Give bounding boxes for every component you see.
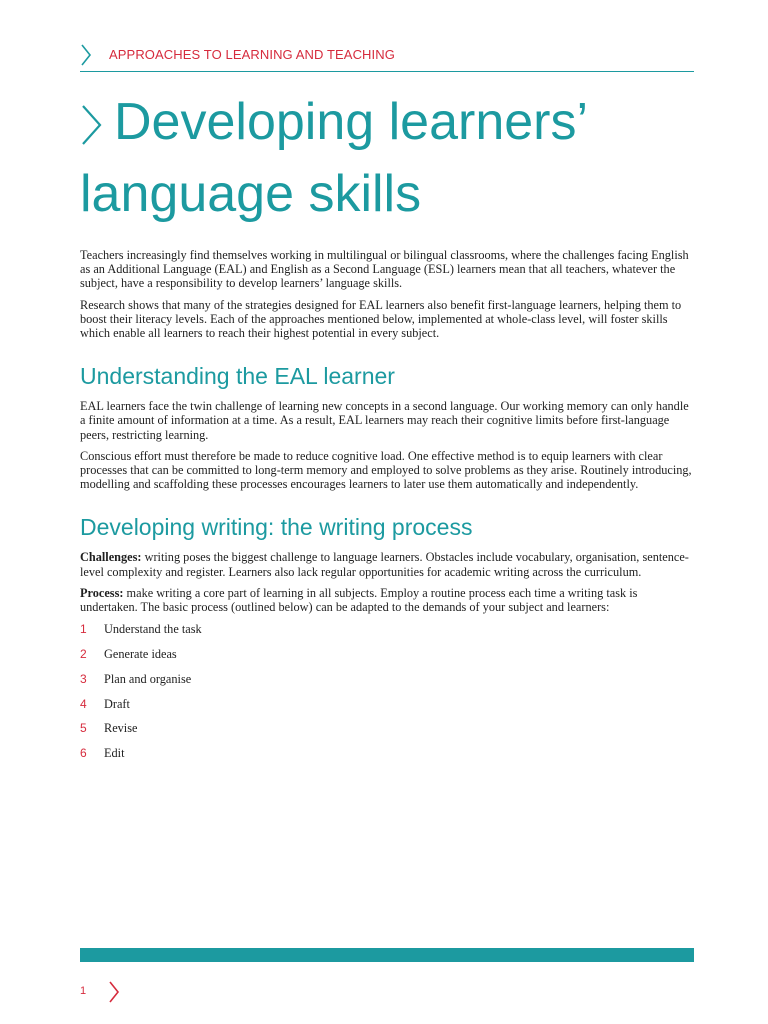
step-number: 5 <box>80 721 87 736</box>
process-text: make writing a core part of learning in all subjects. Employ a routine process each time a writing task is undertaken. The basic process (outlined below) can be adapted to the demands of your subject and learners: <box>80 585 638 615</box>
header-divider <box>80 71 694 72</box>
section-label: APPROACHES TO LEARNING AND TEACHING <box>109 47 395 62</box>
eal-paragraph-1: EAL learners face the twin challenge of learning new concepts in a second language. Our working memory can only handle a finite amount of information at a time. As a result, EAL learners may reach their cognitive limits before first-language peers, restricting learning. <box>80 399 689 442</box>
page-title: Developing learners’ language skills <box>80 93 587 223</box>
list-item <box>80 721 694 746</box>
challenges-text: writing poses the biggest challenge to language learners. Obstacles include vocabulary, organisation, sentence-level complexity and register. Learners also lack regular opportunities for academic writing across the curriculum. <box>80 550 689 579</box>
chevron-right-icon <box>108 981 120 1003</box>
footer-bar <box>80 948 694 962</box>
section-heading-eal-learner: Understanding the EAL learner <box>80 363 395 390</box>
step-number: 6 <box>80 746 87 761</box>
step-number: 4 <box>80 696 87 711</box>
process-paragraph <box>80 586 694 614</box>
process-label: Process: <box>80 585 124 600</box>
writing-steps-list <box>80 622 694 771</box>
chevron-right-icon <box>80 44 92 66</box>
intro-paragraph-1: Teachers increasingly find themselves working in multilingual or bilingual classrooms, where the challenges facing English as an Additional Language (EAL) and English as a Second Language (ESL) learners mean that all teachers, whatever the subject, have a responsibility to develop learners’ language skills. <box>80 248 689 291</box>
list-item <box>80 746 694 771</box>
eal-paragraph-2: Conscious effort must therefore be made to reduce cognitive load. One effective method is to equip learners with clear processes that can be committed to long-term memory and employed to solve problems as they arise. Routinely introducing, modelling and scaffolding these processes encourages learners to later use them automatically and independently. <box>80 448 692 492</box>
list-item <box>80 672 694 697</box>
main-content <box>80 248 694 771</box>
challenges-paragraph <box>80 550 694 578</box>
step-text: Edit <box>104 746 125 761</box>
step-text: Draft <box>104 696 130 711</box>
page-number: 1 <box>80 985 87 997</box>
step-text: Revise <box>104 721 138 736</box>
list-item <box>80 697 694 722</box>
step-number: 2 <box>80 647 87 662</box>
step-text: Generate ideas <box>104 647 177 662</box>
section-heading-writing-process: Developing writing: the writing process <box>80 514 473 541</box>
intro-paragraph-2: Research shows that many of the strategies designed for EAL learners also benefit first-language learners, helping them to boost their literacy levels. Each of the approaches mentioned below, implemented at whole-class level, will foster skills which enable all learners to reach their highest potential in every subject. <box>80 297 682 341</box>
step-text: Understand the task <box>104 622 202 637</box>
list-item <box>80 622 694 647</box>
chevron-right-icon <box>80 104 104 146</box>
challenges-label: Challenges: <box>80 550 142 565</box>
step-number: 1 <box>80 622 87 637</box>
list-item <box>80 647 694 672</box>
title-block <box>80 86 694 230</box>
step-number: 3 <box>80 671 87 686</box>
step-text: Plan and organise <box>104 671 192 686</box>
